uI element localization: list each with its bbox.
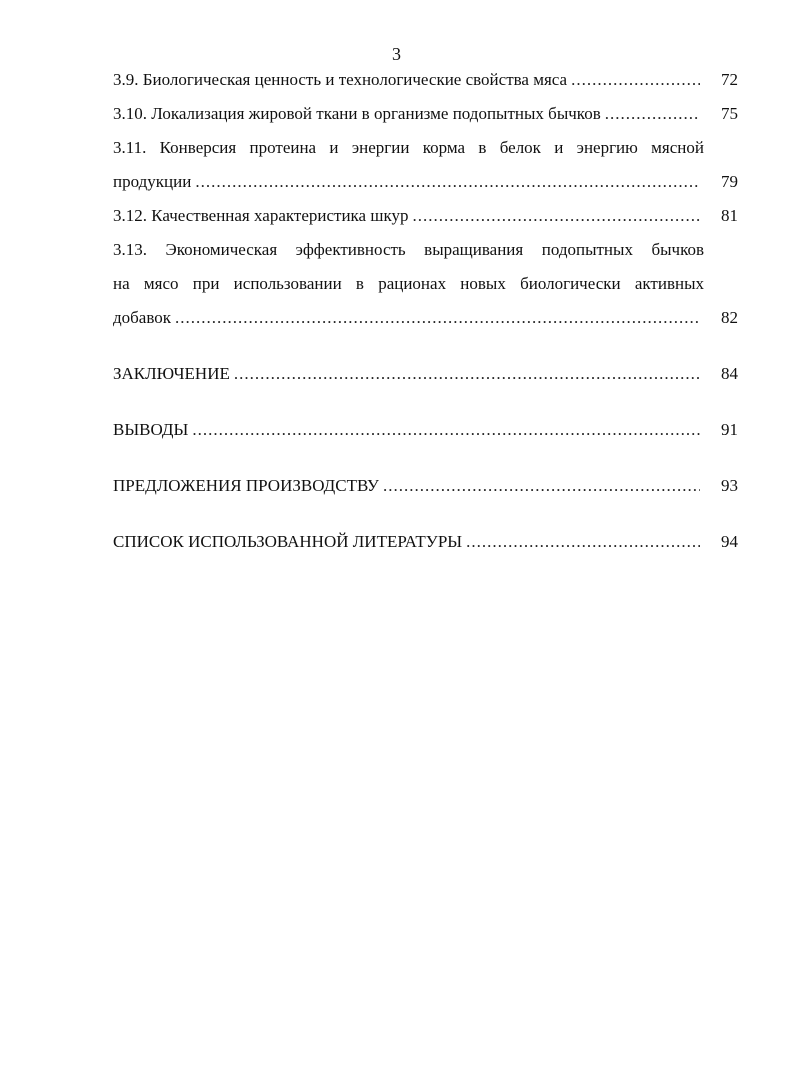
toc-section-findings[interactable]: [113, 420, 738, 454]
toc-entry-title: 3.9. Биологическая ценность и технологические свойства мяса: [113, 70, 568, 89]
toc-section-page: 94: [721, 532, 738, 551]
toc-entry-3-11-line1[interactable]: [113, 138, 738, 172]
dot-leader: [195, 172, 700, 192]
dot-leader: [192, 420, 700, 440]
toc-entry-3-11-line2[interactable]: [113, 172, 738, 206]
toc-entry-title: 3.12. Качественная характеристика шкур: [113, 206, 409, 225]
dot-leader: [412, 206, 700, 226]
toc-section-proposals[interactable]: [113, 476, 738, 510]
toc-section-page: 84: [721, 364, 738, 383]
toc-entry-page: 82: [721, 308, 738, 327]
toc-entry-page: 81: [721, 206, 738, 225]
toc-section-title: СПИСОК ИСПОЛЬЗОВАННОЙ ЛИТЕРАТУРЫ: [113, 532, 463, 551]
toc-entry-3-9[interactable]: [113, 70, 738, 104]
toc-section-title: ЗАКЛЮЧЕНИЕ: [113, 364, 230, 383]
dot-leader: [466, 532, 700, 552]
toc-entry-title-continued: добавок: [113, 308, 172, 327]
dot-leader: [175, 308, 700, 328]
toc-entry-page: 72: [721, 70, 738, 89]
toc-entry-title: 3.10. Локализация жировой ткани в организме подопытных бычков: [113, 104, 601, 123]
toc-section-page: 93: [721, 476, 738, 495]
dot-leader: [605, 104, 700, 124]
toc-entry-title: 3.13. Экономическая эффективность выращивания подопытных бычков: [113, 240, 704, 259]
table-of-contents: [113, 70, 738, 566]
page-number: 3: [392, 44, 401, 64]
toc-section-page: 91: [721, 420, 738, 439]
toc-entry-title: 3.11. Конверсия протеина и энергии корма в белок и энергию мясной: [113, 138, 704, 157]
toc-entry-3-13-line3[interactable]: [113, 308, 738, 342]
dot-leader: [383, 476, 700, 496]
toc-section-references[interactable]: [113, 532, 738, 566]
toc-entry-page: 79: [721, 172, 738, 191]
toc-section-conclusion[interactable]: [113, 364, 738, 398]
toc-section-title: ПРЕДЛОЖЕНИЯ ПРОИЗВОДСТВУ: [113, 476, 379, 495]
dot-leader: [571, 70, 700, 90]
toc-entry-title-continued: продукции: [113, 172, 192, 191]
toc-entry-3-13-line1[interactable]: [113, 240, 738, 274]
toc-section-title: ВЫВОДЫ: [113, 420, 189, 439]
toc-entry-page: 75: [721, 104, 738, 123]
toc-entry-3-12[interactable]: [113, 206, 738, 240]
toc-entry-3-13-line2[interactable]: [113, 274, 738, 308]
toc-entry-title-continued: на мясо при использовании в рационах новых биологически активных: [113, 274, 704, 293]
dot-leader: [234, 364, 700, 384]
toc-entry-3-10[interactable]: [113, 104, 738, 138]
